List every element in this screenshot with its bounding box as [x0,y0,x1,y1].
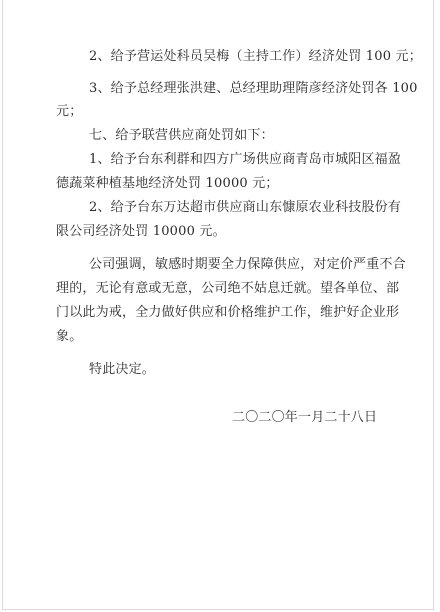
document-date: 二〇二〇年一月二十八日 [232,410,378,425]
supplier-penalty-2: 2、给予台东万达超市供应商山东慷原农业科技股份有 [89,200,402,215]
penalty-item-3: 3、给予总经理张洪建、总经理助理隋彦经济处罚各 100 [89,81,418,96]
closing-statement: 特此决定。 [89,362,156,377]
penalty-item-2: 2、给予营运处科员吴梅（主持工作）经济处罚 100 元； [89,49,422,64]
supplier-penalty-1-continuation: 德蔬菜种植基地经济处罚 10000 元； [56,176,279,191]
supplier-penalty-2-continuation: 限公司经济处罚 10000 元。 [56,224,226,239]
emphasis-paragraph-line-4: 象。 [56,329,83,344]
emphasis-paragraph-line-2: 理的，无论有意或无意，公司绝不姑息迁就。望各单位、部 [56,281,400,296]
supplier-penalty-1: 1、给予台东利群和四方广场供应商青岛市城阳区福盈 [89,152,402,167]
section-heading-seven: 七、给予联营供应商处罚如下： [89,128,274,143]
emphasis-paragraph-line-1: 公司强调，敏感时期要全力保障供应，对定价严重不合 [89,257,406,272]
penalty-item-3-continuation: 元； [56,104,83,119]
emphasis-paragraph-line-3: 门以此为戒，全力做好供应和价格维护工作，维护好企业形 [56,305,400,320]
document-page [2,0,434,610]
